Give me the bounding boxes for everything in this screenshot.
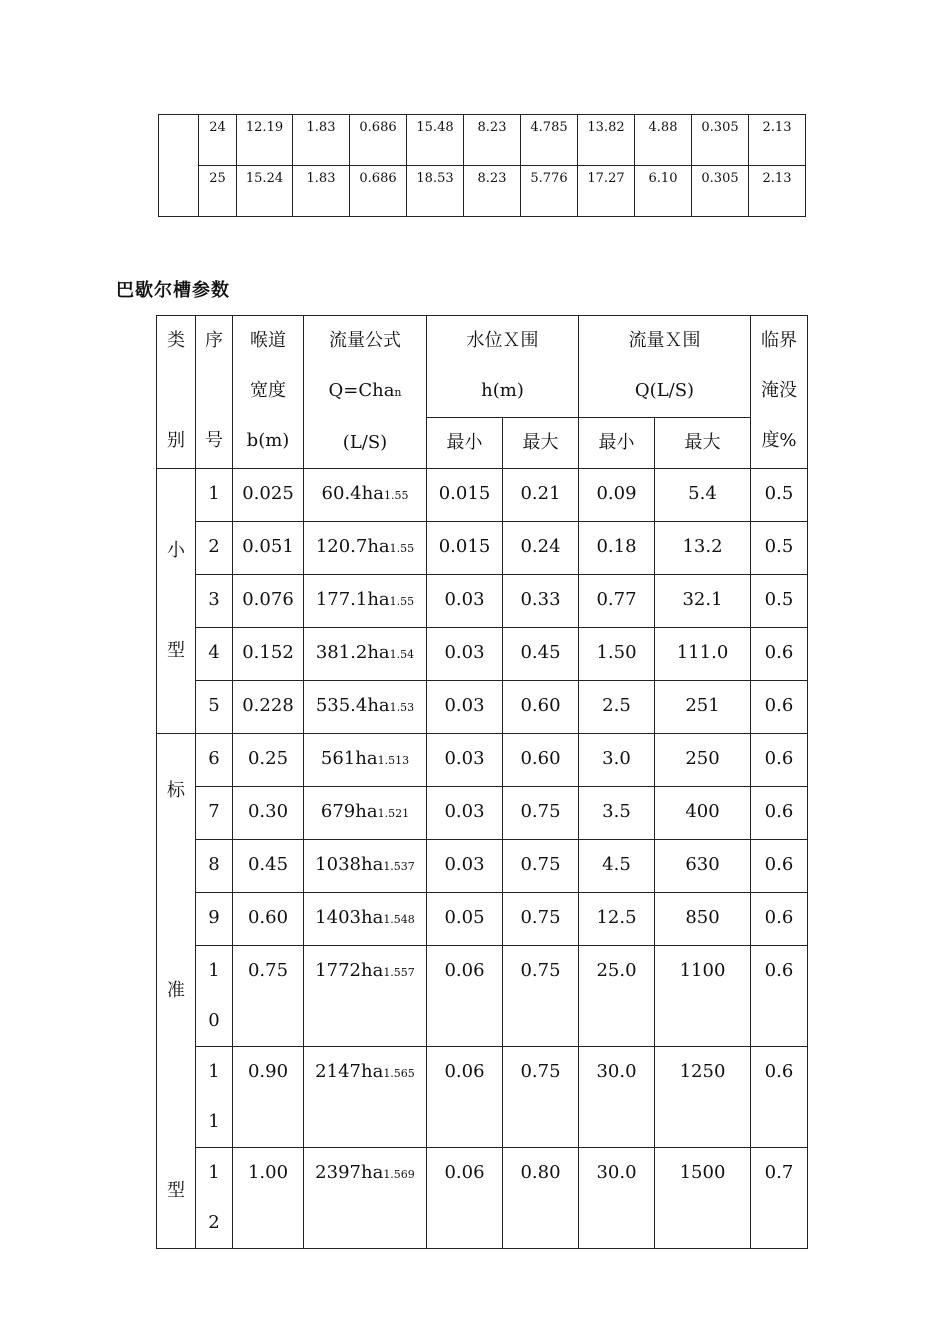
header-category: 类 别	[157, 316, 196, 469]
header-h-max: 最大	[503, 417, 579, 468]
submergence-cell: 0.6	[751, 734, 808, 787]
table-row	[157, 1047, 808, 1148]
formula-cell: 381.2ha1.54	[304, 628, 427, 681]
q-max-cell: 13.2	[655, 522, 751, 575]
h-min-cell: 0.06	[427, 1047, 503, 1148]
header-flow-formula: 流量公式 Q=Chan (L/S)	[304, 316, 427, 469]
throat-width-cell: 0.228	[233, 681, 304, 734]
seq-cell: 1 2	[196, 1148, 233, 1249]
q-max-cell: 1250	[655, 1047, 751, 1148]
table-cell: 0.686	[350, 115, 407, 166]
header-q-max: 最大	[655, 417, 751, 468]
category-cell	[159, 115, 199, 217]
submergence-cell: 0.6	[751, 628, 808, 681]
row-number: 25	[199, 166, 237, 217]
table-cell: 0.686	[350, 166, 407, 217]
table-cell: 0.305	[692, 166, 749, 217]
table-row	[157, 522, 808, 575]
table-cell: 4.785	[521, 115, 578, 166]
table-row	[157, 469, 808, 522]
h-min-cell: 0.03	[427, 681, 503, 734]
table-row	[157, 628, 808, 681]
h-max-cell: 0.24	[503, 522, 579, 575]
header-seq: 序 号	[196, 316, 233, 469]
formula-cell: 1403ha1.548	[304, 893, 427, 946]
q-min-cell: 3.5	[579, 787, 655, 840]
submergence-cell: 0.7	[751, 1148, 808, 1249]
h-min-cell: 0.03	[427, 734, 503, 787]
throat-width-cell: 0.051	[233, 522, 304, 575]
formula-cell: 2397ha1.569	[304, 1148, 427, 1249]
throat-width-cell: 0.025	[233, 469, 304, 522]
table-row	[157, 575, 808, 628]
table-row	[157, 734, 808, 787]
submergence-cell: 0.6	[751, 1047, 808, 1148]
q-max-cell: 250	[655, 734, 751, 787]
q-min-cell: 0.18	[579, 522, 655, 575]
submergence-cell: 0.6	[751, 946, 808, 1047]
formula-cell: 120.7ha1.55	[304, 522, 427, 575]
q-min-cell: 4.5	[579, 840, 655, 893]
table-row	[157, 840, 808, 893]
table-cell: 2.13	[749, 166, 806, 217]
seq-cell: 6	[196, 734, 233, 787]
h-min-cell: 0.06	[427, 1148, 503, 1249]
table-row	[157, 893, 808, 946]
table-cell: 2.13	[749, 115, 806, 166]
formula-cell: 177.1ha1.55	[304, 575, 427, 628]
formula-cell: 679ha1.521	[304, 787, 427, 840]
submergence-cell: 0.5	[751, 575, 808, 628]
q-min-cell: 2.5	[579, 681, 655, 734]
throat-width-cell: 0.75	[233, 946, 304, 1047]
formula-cell: 2147ha1.565	[304, 1047, 427, 1148]
row-number: 24	[199, 115, 237, 166]
q-max-cell: 850	[655, 893, 751, 946]
section-title: 巴歇尔槽参数	[116, 280, 230, 301]
table-cell: 15.48	[407, 115, 464, 166]
q-max-cell: 1500	[655, 1148, 751, 1249]
table-row	[157, 1148, 808, 1249]
table-cell: 13.82	[578, 115, 635, 166]
category-label: 标 准 型	[157, 734, 196, 1249]
seq-cell: 2	[196, 522, 233, 575]
q-min-cell: 30.0	[579, 1148, 655, 1249]
q-min-cell: 0.77	[579, 575, 655, 628]
seq-cell: 4	[196, 628, 233, 681]
throat-width-cell: 0.90	[233, 1047, 304, 1148]
formula-cell: 561ha1.513	[304, 734, 427, 787]
seq-cell: 5	[196, 681, 233, 734]
continuation-table	[158, 114, 806, 217]
formula-cell: 1038ha1.537	[304, 840, 427, 893]
header-water-level-range: 水位Ｘ围 h(m)	[427, 316, 579, 418]
q-max-cell: 1100	[655, 946, 751, 1047]
table-cell: 4.88	[635, 115, 692, 166]
header-throat-width: 喉道 宽度 b(m)	[233, 316, 304, 469]
h-min-cell: 0.015	[427, 522, 503, 575]
h-max-cell: 0.33	[503, 575, 579, 628]
submergence-cell: 0.6	[751, 681, 808, 734]
h-max-cell: 0.60	[503, 734, 579, 787]
q-min-cell: 30.0	[579, 1047, 655, 1148]
submergence-cell: 0.6	[751, 893, 808, 946]
q-min-cell: 12.5	[579, 893, 655, 946]
h-max-cell: 0.45	[503, 628, 579, 681]
table-row	[159, 115, 806, 166]
h-min-cell: 0.03	[427, 840, 503, 893]
formula-cell: 1772ha1.557	[304, 946, 427, 1047]
h-min-cell: 0.03	[427, 575, 503, 628]
h-min-cell: 0.03	[427, 628, 503, 681]
h-max-cell: 0.21	[503, 469, 579, 522]
submergence-cell: 0.6	[751, 840, 808, 893]
seq-cell: 9	[196, 893, 233, 946]
table-cell: 6.10	[635, 166, 692, 217]
formula-cell: 535.4ha1.53	[304, 681, 427, 734]
throat-width-cell: 0.30	[233, 787, 304, 840]
q-max-cell: 251	[655, 681, 751, 734]
header-row-1	[157, 316, 808, 418]
throat-width-cell: 0.076	[233, 575, 304, 628]
submergence-cell: 0.5	[751, 522, 808, 575]
header-flow-range: 流量Ｘ围 Q(L/S)	[579, 316, 751, 418]
throat-width-cell: 0.45	[233, 840, 304, 893]
table-row	[157, 946, 808, 1047]
throat-width-cell: 0.25	[233, 734, 304, 787]
table-cell: 0.305	[692, 115, 749, 166]
q-min-cell: 0.09	[579, 469, 655, 522]
table-row	[157, 787, 808, 840]
header-h-min: 最小	[427, 417, 503, 468]
throat-width-cell: 0.60	[233, 893, 304, 946]
h-min-cell: 0.015	[427, 469, 503, 522]
table-cell: 5.776	[521, 166, 578, 217]
q-min-cell: 3.0	[579, 734, 655, 787]
category-label: 小 型	[157, 469, 196, 734]
seq-cell: 8	[196, 840, 233, 893]
h-min-cell: 0.03	[427, 787, 503, 840]
q-max-cell: 5.4	[655, 469, 751, 522]
q-max-cell: 111.0	[655, 628, 751, 681]
header-submergence: 临界 淹没 度%	[751, 316, 808, 469]
table-cell: 8.23	[464, 166, 521, 217]
table-cell: 15.24	[237, 166, 293, 217]
table-cell: 8.23	[464, 115, 521, 166]
h-max-cell: 0.60	[503, 681, 579, 734]
q-max-cell: 630	[655, 840, 751, 893]
seq-cell: 1 0	[196, 946, 233, 1047]
q-max-cell: 400	[655, 787, 751, 840]
table-cell: 12.19	[237, 115, 293, 166]
parshall-flume-table	[156, 315, 808, 1249]
table-cell: 17.27	[578, 166, 635, 217]
h-max-cell: 0.75	[503, 893, 579, 946]
h-min-cell: 0.05	[427, 893, 503, 946]
q-min-cell: 25.0	[579, 946, 655, 1047]
h-max-cell: 0.75	[503, 787, 579, 840]
h-max-cell: 0.75	[503, 840, 579, 893]
table-cell: 1.83	[293, 115, 350, 166]
submergence-cell: 0.6	[751, 787, 808, 840]
submergence-cell: 0.5	[751, 469, 808, 522]
formula-cell: 60.4ha1.55	[304, 469, 427, 522]
table-cell: 18.53	[407, 166, 464, 217]
seq-cell: 1 1	[196, 1047, 233, 1148]
h-min-cell: 0.06	[427, 946, 503, 1047]
seq-cell: 1	[196, 469, 233, 522]
seq-cell: 7	[196, 787, 233, 840]
q-min-cell: 1.50	[579, 628, 655, 681]
throat-width-cell: 0.152	[233, 628, 304, 681]
h-max-cell: 0.75	[503, 1047, 579, 1148]
throat-width-cell: 1.00	[233, 1148, 304, 1249]
table-cell: 1.83	[293, 166, 350, 217]
table-row	[157, 681, 808, 734]
h-max-cell: 0.75	[503, 946, 579, 1047]
header-q-min: 最小	[579, 417, 655, 468]
q-max-cell: 32.1	[655, 575, 751, 628]
table-row	[159, 166, 806, 217]
h-max-cell: 0.80	[503, 1148, 579, 1249]
seq-cell: 3	[196, 575, 233, 628]
